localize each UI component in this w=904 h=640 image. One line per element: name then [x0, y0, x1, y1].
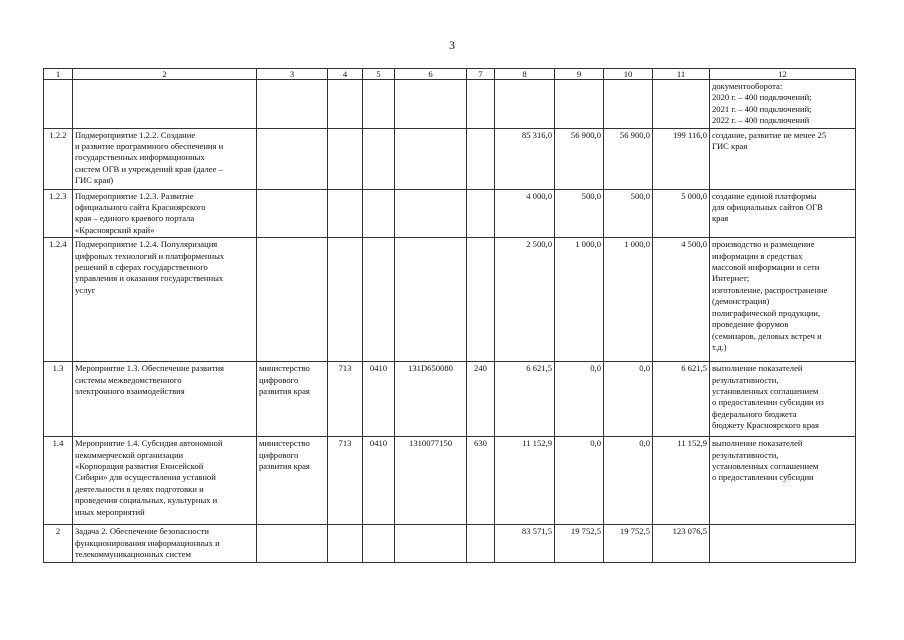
row-amount-total: 4 500,0: [653, 238, 710, 362]
row-amount-2020: 6 621,5: [495, 362, 555, 437]
table-row: [44, 128, 856, 189]
table-row: [44, 525, 856, 563]
row-result: создание, развитие не менее 25 ГИС края: [710, 128, 856, 189]
column-header: 2: [73, 69, 257, 80]
row-result: [710, 525, 856, 563]
row-section-code: [363, 128, 395, 189]
row-amount-total: 5 000,0: [653, 189, 710, 238]
row-agency-code: [328, 238, 363, 362]
column-header: 7: [467, 69, 495, 80]
row-amount-2022: [604, 80, 653, 129]
row-amount-total: [653, 80, 710, 129]
row-title: Мероприятие 1.3. Обеспечение развития системы межведомственного электронного взаимодействия: [73, 362, 257, 437]
row-number: [44, 80, 73, 129]
row-executor: министерство цифрового развития края: [257, 437, 328, 525]
row-executor: [257, 238, 328, 362]
row-number: 1.4: [44, 437, 73, 525]
row-number: 1.2.4: [44, 238, 73, 362]
row-amount-2022: 500,0: [604, 189, 653, 238]
row-amount-2022: 0,0: [604, 362, 653, 437]
row-number: 1.2.3: [44, 189, 73, 238]
row-expense-code: [467, 189, 495, 238]
row-amount-2022: 0,0: [604, 437, 653, 525]
row-target-code: 1310077150: [395, 437, 467, 525]
column-header: 9: [555, 69, 604, 80]
row-result: производство и размещение информации в средствах массовой информации и сети Интернет; изготовление, распространение (демонстрация) полиграфической продукции, проведение форумов (семинаров, деловых встреч и т.д.): [710, 238, 856, 362]
row-amount-2021: 19 752,5: [555, 525, 604, 563]
row-agency-code: 713: [328, 362, 363, 437]
row-result: создание единой платформы для официальных сайтов ОГВ края: [710, 189, 856, 238]
table-row: [44, 362, 856, 437]
row-amount-2021: 0,0: [555, 362, 604, 437]
row-expense-code: [467, 128, 495, 189]
row-amount-2021: 1 000,0: [555, 238, 604, 362]
row-executor: министерство цифрового развития края: [257, 362, 328, 437]
row-executor: [257, 80, 328, 129]
row-amount-2022: 56 900,0: [604, 128, 653, 189]
row-section-code: 0410: [363, 437, 395, 525]
row-amount-2021: 0,0: [555, 437, 604, 525]
row-amount-2020: 2 500,0: [495, 238, 555, 362]
table-row: [44, 189, 856, 238]
column-header: 12: [710, 69, 856, 80]
row-executor: [257, 189, 328, 238]
row-section-code: [363, 189, 395, 238]
row-expense-code: [467, 525, 495, 563]
row-amount-2022: 19 752,5: [604, 525, 653, 563]
row-amount-total: 11 152,9: [653, 437, 710, 525]
row-amount-total: 199 116,0: [653, 128, 710, 189]
row-expense-code: 630: [467, 437, 495, 525]
row-result: документооборота: 2020 г. – 400 подключений; 2021 г. – 400 подключений; 2022 г. – 400 подключений: [710, 80, 856, 129]
row-section-code: [363, 238, 395, 362]
column-header: 3: [257, 69, 328, 80]
row-agency-code: 713: [328, 437, 363, 525]
row-expense-code: [467, 80, 495, 129]
column-header: 10: [604, 69, 653, 80]
row-target-code: 131D650080: [395, 362, 467, 437]
row-amount-2021: 500,0: [555, 189, 604, 238]
row-amount-2020: [495, 80, 555, 129]
row-title: Подмероприятие 1.2.4. Популяризация цифровых технологий и платформенных решений в сферах государственного управления и оказания государственных услуг: [73, 238, 257, 362]
row-amount-2020: 4 000,0: [495, 189, 555, 238]
column-header: 4: [328, 69, 363, 80]
row-section-code: [363, 80, 395, 129]
row-result: выполнение показателей результативности, установленных соглашением о предоставлении субсидии: [710, 437, 856, 525]
table-row: [44, 80, 856, 129]
row-section-code: 0410: [363, 362, 395, 437]
column-header: 6: [395, 69, 467, 80]
row-amount-2020: 85 316,0: [495, 128, 555, 189]
row-result: выполнение показателей результативности, установленных соглашением о предоставлении субсидии из федерального бюджета бюджету Красноярского края: [710, 362, 856, 437]
row-agency-code: [328, 80, 363, 129]
program-table: [43, 68, 856, 563]
row-agency-code: [328, 128, 363, 189]
row-title: Подмероприятие 1.2.2. Создание и развитие программного обеспечения и государственных информационных систем ОГВ и учреждений края (далее – ГИС края): [73, 128, 257, 189]
row-title: [73, 80, 257, 129]
page-number: 3: [449, 38, 455, 52]
row-expense-code: 240: [467, 362, 495, 437]
row-amount-2022: 1 000,0: [604, 238, 653, 362]
row-expense-code: [467, 238, 495, 362]
row-title: Задача 2. Обеспечение безопасности функционирования информационных и телекоммуникационных систем: [73, 525, 257, 563]
row-number: 1.3: [44, 362, 73, 437]
column-header: 11: [653, 69, 710, 80]
row-number: 1.2.2: [44, 128, 73, 189]
header-row: [44, 69, 856, 80]
row-amount-2020: 11 152,9: [495, 437, 555, 525]
column-header: 5: [363, 69, 395, 80]
row-title: Мероприятие 1.4. Субсидия автономной некоммерческой организации «Корпорация развития Енисейской Сибири» для осуществления уставной деятельности в целях подготовки и проведения социальных, культурных и иных мероприятий: [73, 437, 257, 525]
row-target-code: [395, 80, 467, 129]
row-executor: [257, 128, 328, 189]
table-row: [44, 238, 856, 362]
table-row: [44, 437, 856, 525]
row-target-code: [395, 238, 467, 362]
row-amount-total: 123 076,5: [653, 525, 710, 563]
row-target-code: [395, 189, 467, 238]
row-amount-total: 6 621,5: [653, 362, 710, 437]
row-agency-code: [328, 525, 363, 563]
row-target-code: [395, 525, 467, 563]
row-number: 2: [44, 525, 73, 563]
row-agency-code: [328, 189, 363, 238]
row-amount-2020: 83 571,5: [495, 525, 555, 563]
row-executor: [257, 525, 328, 563]
column-header: 8: [495, 69, 555, 80]
column-header: 1: [44, 69, 73, 80]
row-amount-2021: [555, 80, 604, 129]
row-target-code: [395, 128, 467, 189]
row-title: Подмероприятие 1.2.3. Развитие официального сайта Красноярского края – единого краевого портала «Красноярский край»: [73, 189, 257, 238]
row-section-code: [363, 525, 395, 563]
row-amount-2021: 56 900,0: [555, 128, 604, 189]
